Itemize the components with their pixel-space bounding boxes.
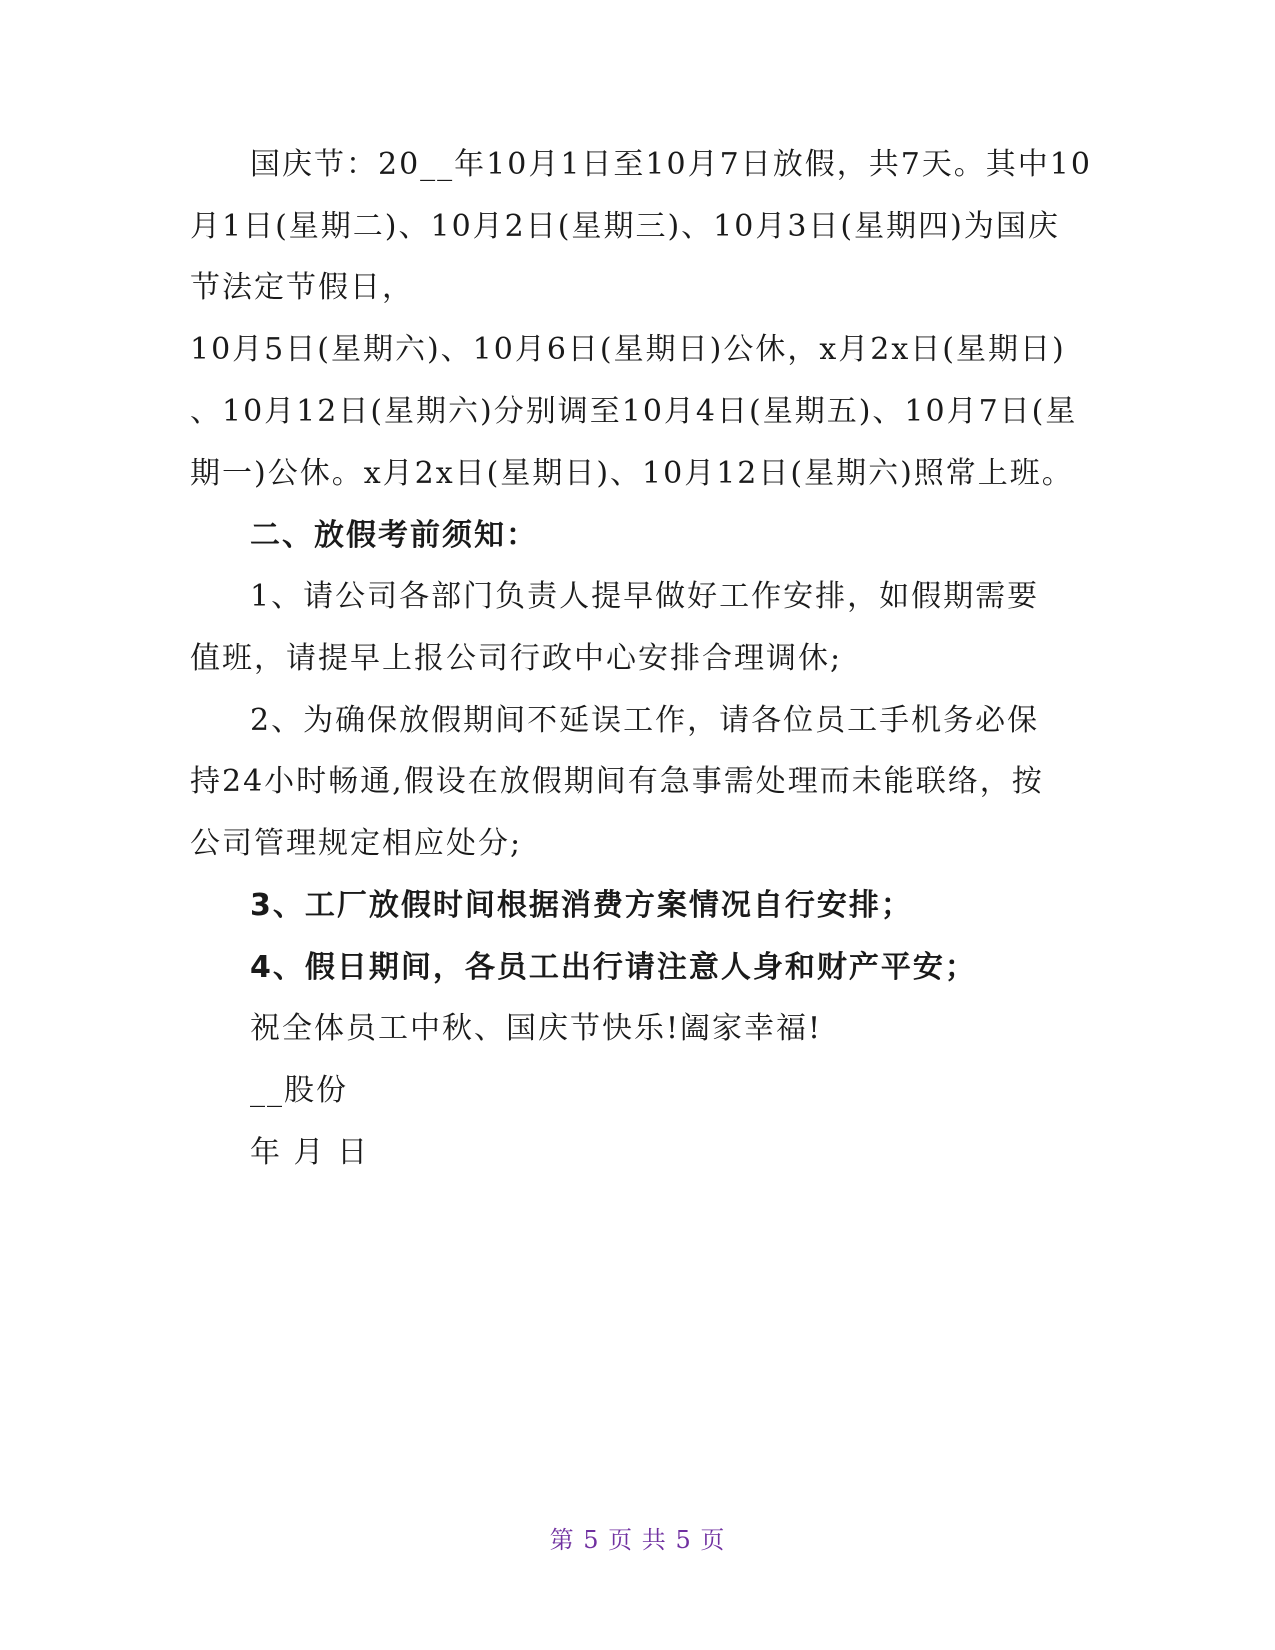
notice-item-3: 3、工厂放假时间根据消费方案情况自行安排； [250, 888, 913, 923]
signature-company: __股份 [250, 1073, 348, 1108]
paragraph-adjustment-line-1: 10月5日(星期六)、10月6日(星期日)公休，x月2x日(星期日) [190, 332, 1066, 367]
greeting-line: 祝全体员工中秋、国庆节快乐!阖家幸福! [250, 1011, 823, 1046]
notice-item-2-line-3: 公司管理规定相应处分; [190, 826, 523, 861]
paragraph-adjustment-line-3: 期一)公休。x月2x日(星期日)、10月12日(星期六)照常上班。 [190, 456, 1074, 491]
notice-item-1-line-2: 值班，请提早上报公司行政中心安排合理调休; [190, 641, 843, 676]
notice-item-1-line-1: 1、请公司各部门负责人提早做好工作安排，如假期需要 [250, 579, 1040, 614]
notice-item-2-line-1: 2、为确保放假期间不延误工作，请各位员工手机务必保 [250, 703, 1040, 738]
paragraph-holiday-dates-line-3: 节法定节假日， [190, 270, 414, 305]
notice-item-2-line-2: 持24小时畅通,假设在放假期间有急事需处理而未能联络，按 [190, 764, 1044, 799]
page-number-footer: 第 5 页 共 5 页 [549, 1526, 726, 1554]
signature-date: 年 月 日 [250, 1135, 370, 1170]
paragraph-holiday-dates-line-1: 国庆节：20__年10月1日至10月7日放假，共7天。其中10 [250, 147, 1092, 182]
notice-item-4: 4、假日期间，各员工出行请注意人身和财产平安； [250, 950, 977, 985]
paragraph-holiday-dates-line-2: 月1日(星期二)、10月2日(星期三)、10月3日(星期四)为国庆 [190, 209, 1060, 244]
section-heading-notice: 二、放假考前须知： [250, 518, 538, 553]
paragraph-adjustment-line-2: 、10月12日(星期六)分别调至10月4日(星期五)、10月7日(星 [190, 394, 1078, 429]
